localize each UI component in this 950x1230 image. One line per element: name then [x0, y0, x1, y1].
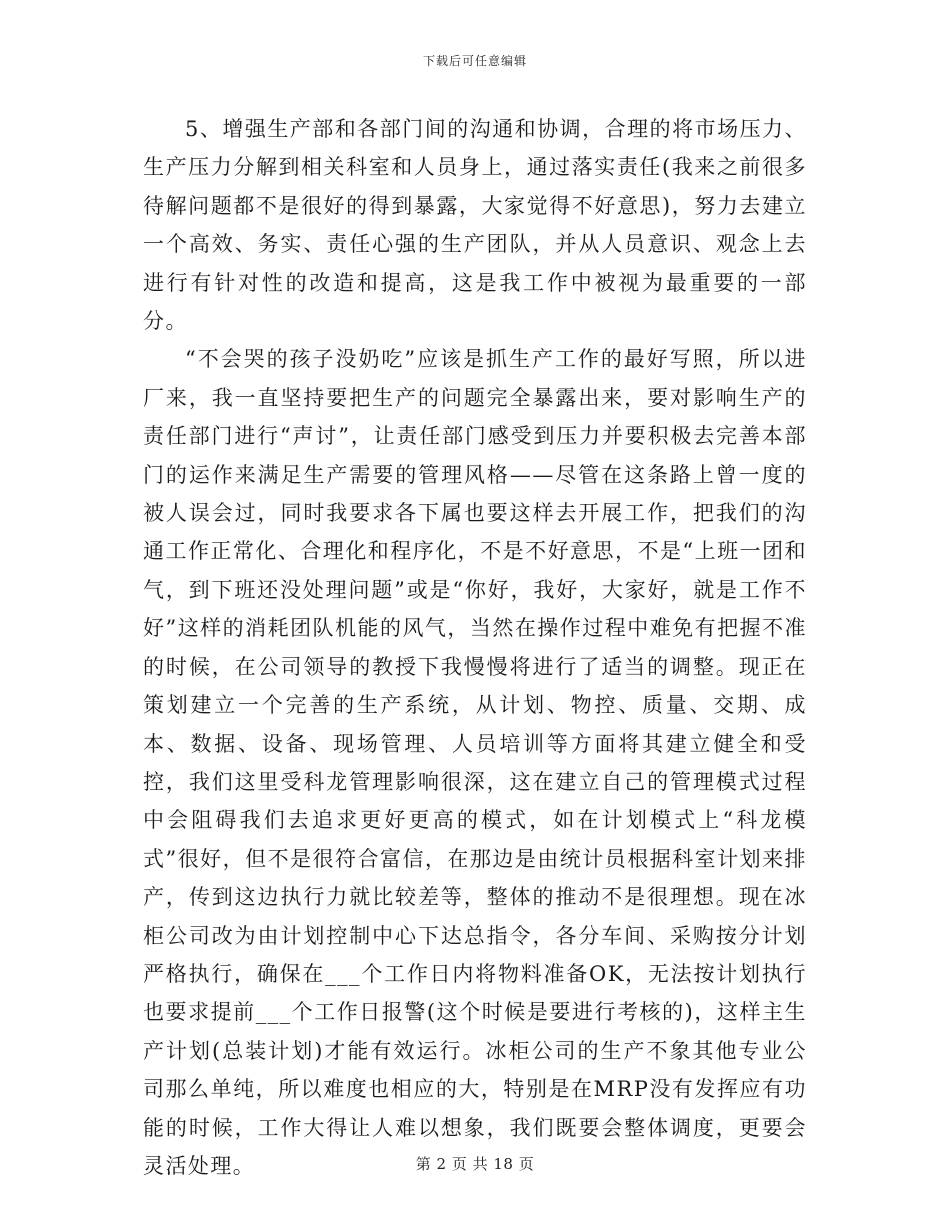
paragraph-item-5: 5、增强生产部和各部门间的沟通和协调，合理的将市场压力、生产压力分解到相关科室和人员身上，通过落实责任(我来之前很多待解问题都不是很好的得到暴露，大家觉得不好意思)，努力去建立一个高效、务实、责任心强的生产团队，并从人员意识、观念上去进行有针对性的改造和提高，这是我工作中被视为最重要的一部分。 — [143, 117, 807, 334]
page-number: 第 2 页 共 18 页 — [415, 1155, 535, 1173]
page-header: 下载后可任意编辑 — [422, 54, 527, 68]
paragraph-production-management: “不会哭的孩子没奶吃”应该是抓生产工作的最好写照，所以进厂来，我一直坚持要把生产的问题完全暴露出来，要对影响生产的责任部门进行“声讨”，让责任部门感受到压力并要积极去完善本部门的运作来满足生产需要的管理风格——尽管在这条路上曾一度的被人误会过，同时我要求各下属也要这样去开展工作，把我们的沟通工作正常化、合理化和程序化，不是不好意思，不是“上班一团和气，到下班还没处理问题”或是“你好，我好，大家好，就是工作不好”这样的消耗团队机能的风气，当然在操作过程中难免有把握不准的时候，在公司领导的教授下我慢慢将进行了适当的调整。现正在策划建立一个完善的生产系统，从计划、物控、质量、交期、成本、数据、设备、现场管理、人员培训等方面将其建立健全和受控，我们这里受科龙管理影响很深，这在建立自己的管理模式过程中会阻碍我们去追求更好更高的模式，如在计划模式上“科龙模式”很好，但不是很符合富信，在那边是由统计员根据科室计划来排产，传到这边执行力就比较差等，整体的推动不是很理想。现在冰柜公司改为由计划控制中心下达总指令，各分车间、采购按分计划严格执行，确保在___个工作日内将物料准备OK，无法按计划执行也要求提前___个工作日报警(这个时候是要进行考核的)，这样主生产计划(总装计划)才能有效运行。冰柜公司的生产不象其他专业公司那么单纯，所以难度也相应的大，特别是在MRP没有发挥应有功能的时候，工作大得让人难以想象，我们既要会整体调度，更要会灵活处理。 — [143, 347, 807, 1178]
document-body — [143, 110, 807, 1185]
